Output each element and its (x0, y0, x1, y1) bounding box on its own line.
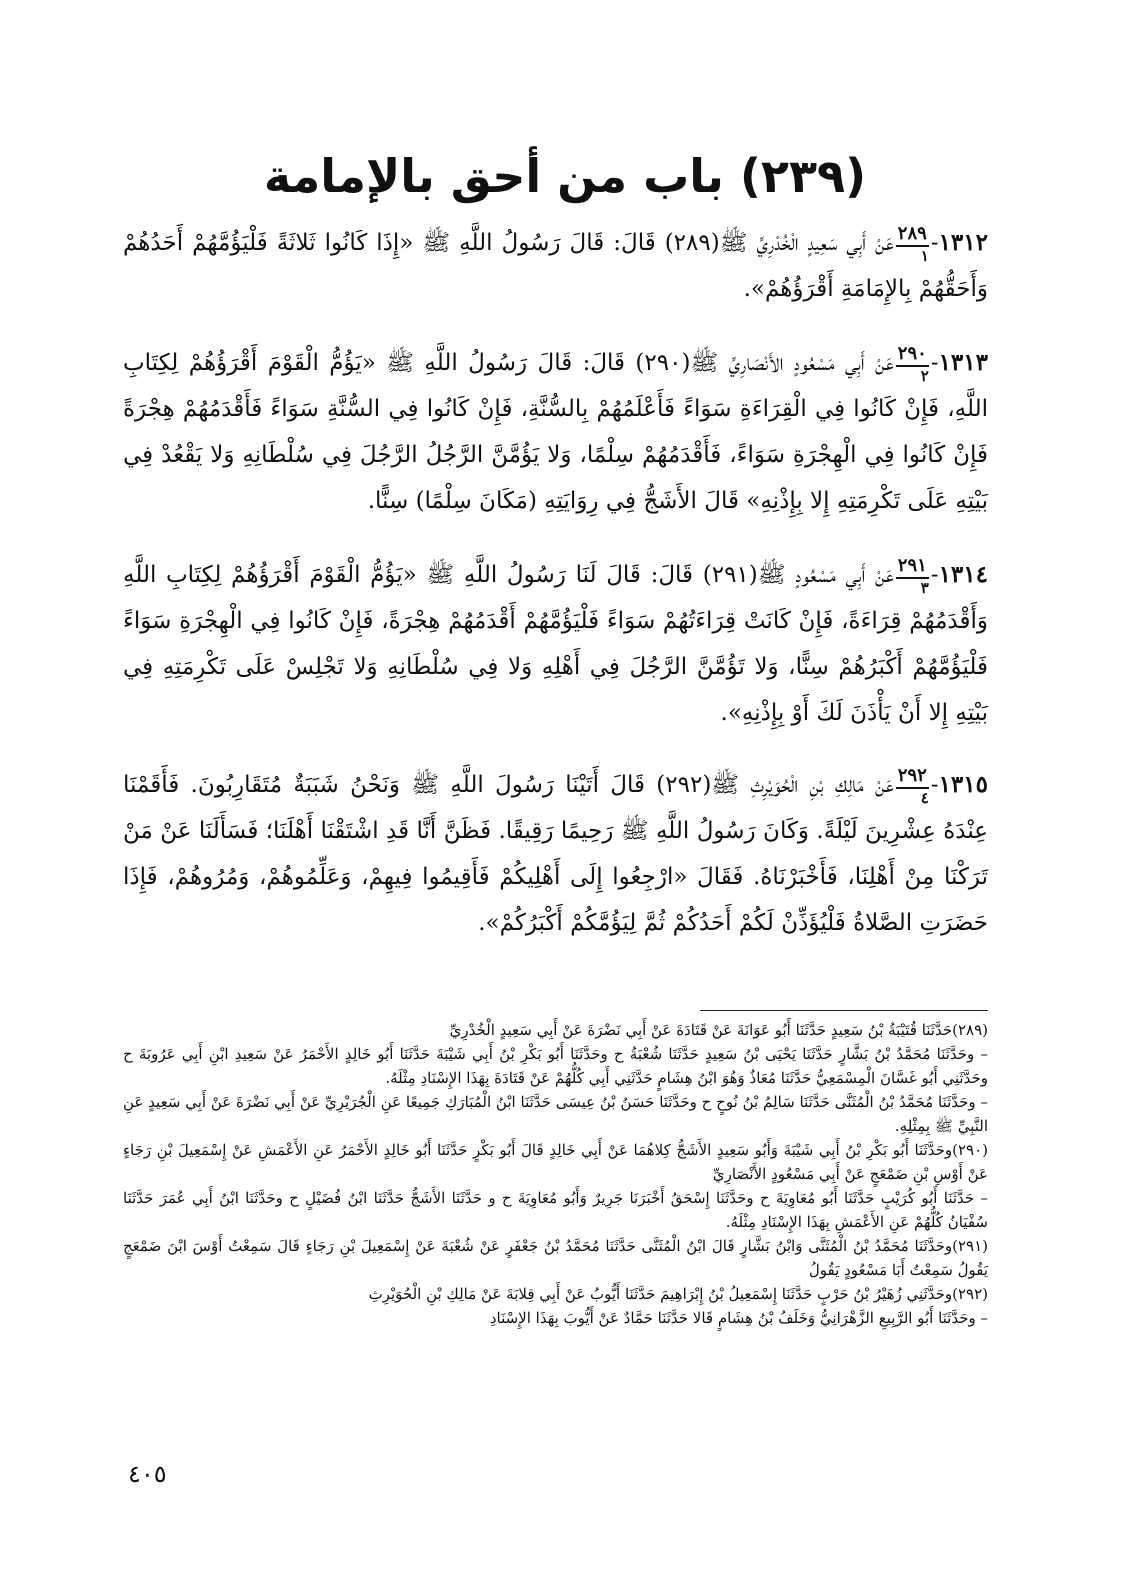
hadith-text: عَنْ أَبِي مَسْعُودٍ الأَنْصَارِيِّ ﷺ(٢٩٠) قَالَ: قَالَ رَسُولُ اللَّهِ ﷺ «يَؤُمُّ الْقَوْمَ أَقْرَؤُهُمْ لِكِتَابِ اللَّهِ، فَإِنْ كَانُوا فِي الْقِرَاءَةِ سَوَاءً فَأَعْلَمُهُمْ بِالسُّنَّةِ، فَإِنْ كَانُوا فِي السُّنَّةِ سَوَاءً فَأَقْدَمُهُمْ هِجْرَةً فَإِنْ كَانُوا فِي الْهِجْرَةِ سَوَاءً، فَأَقْدَمُهُمْ سِلْمًا، وَلا يَؤُمَّنَّ الرَّجُلُ الرَّجُلَ فِي سُلْطَانِهِ وَلا يَقْعُدْ فِي بَيْتِهِ عَلَى تَكْرِمَتِهِ إِلا بِإِذْنِهِ» قَالَ الأَشَجُّ فِي رِوَايَتِهِ (مَكَانَ سِلْمًا) سِنًّا. (123, 350, 989, 514)
hadith-text: عَنْ مَالِكِ بْنِ الْحُوَيْرِثِ ﷺ(٢٩٢) قَالَ أَتَيْنَا رَسُولَ اللَّهِ ﷺ وَنَحْنُ شَبَبَةٌ مُتَقَارِبُونَ. فَأَقَمْنَا عِنْدَهُ عِشْرِينَ لَيْلَةً. وَكَانَ رَسُولُ اللَّهِ ﷺ رَحِيمًا رَقِيقًا. فَظَنَّ أَنَّا قَدِ اشْتَقْنَا أَهْلَنَا؛ فَسَأَلَنَا عَنْ مَنْ تَرَكْنَا مِنْ أَهْلِنَا، فَأَخْبَرْنَاهُ. فَقَالَ «ارْجِعُوا إِلَى أَهْلِيكُمْ فَأَقِيمُوا فِيهِمْ، وَعَلِّمُوهُمْ، وَمُرُوهُمْ، فَإِذَا حَضَرَتِ الصَّلاةُ فَلْيُؤَذِّنْ لَكُمْ أَحَدُكُمْ ثُمَّ لِيَؤُمَّكُمْ أَكْبَرُكُمْ». (123, 772, 988, 936)
footnote-290: (٢٩٠)وحَدَّثَنَا أَبُو بَكْرِ بْنُ أَبِي شَيْبَةَ وَأَبُو سَعِيدٍ الأَشَجُّ كِلاهُمَا عَنْ أَبِي خَالِدٍ قَالَ أَبُو بَكْرٍ حَدَّثَنَا أَبُو خَالِدٍ الأَحْمَرُ عَنِ الأَعْمَشِ عَنْ إِسْمَعِيلَ بْنِ رَجَاءٍ عَنْ أَوْسِ بْنِ ضَمْعَجٍ عَنْ أَبِي مَسْعُودٍ الأَنْصَارِيِّ (123, 1141, 988, 1183)
footnote-289: (٢٨٩)حَدَّثَنَا قُتَيْبَةُ بْنُ سَعِيدٍ حَدَّثَنَا أَبُو عَوَانَةَ عَنْ قَتَادَةَ عَنْ أَبِي نَضْرَةَ عَنْ أَبِي سَعِيدٍ الْخُدْرِيِّ (449, 1021, 988, 1039)
hadith-1312: ١٣١٢- $\frac{٢٨٩}{١}$ عَنْ أَبِي سَعِيدٍ الْخُدْرِيِّ ﷺ(٢٨٩) قَالَ: قَالَ رَسُولُ اللَّهِ ﷺ «إِذَا كَانُوا ثَلاثَةً فَلْيَؤُمَّهُمْ أَحَدُهُمْ وَأَحَقُّهُمْ بِالإِمَامَةِ أَقْرَؤُهُمْ». (123, 222, 988, 302)
hadith-text: عَنْ أَبِي سَعِيدٍ الْخُدْرِيِّ ﷺ(٢٨٩) قَالَ: قَالَ رَسُولُ اللَّهِ ﷺ «إِذَا كَانُوا ثَلاثَةً فَلْيَؤُمَّهُمْ أَحَدُهُمْ وَأَحَقُّهُمْ بِالإِمَامَةِ أَقْرَؤُهُمْ». (123, 230, 988, 302)
footnote-divider (700, 1010, 988, 1011)
hadith-number: ١٣١٣ (938, 349, 988, 376)
footnote-289-chain-2: – وحَدَّثَنَا مُحَمَّدُ بْنُ بَشَّارٍ حَدَّثَنَا يَحْيَى بْنُ سَعِيدٍ حَدَّثَنَا شُعْبَةُ ح وحَدَّثَنَا أَبُو بَكْرِ بْنُ أَبِي شَيْبَةَ حَدَّثَنَا أَبُو خَالِدٍ الأَحْمَرُ عَنْ سَعِيدِ ابْنِ أَبِي عَرُوبَةَ ح وحَدَّثَنِي أَبُو غَسَّانَ الْمِسْمَعِيُّ حَدَّثَنَا مُعَاذٌ وَهُوَ ابْنُ هِشَامٍ حَدَّثَنِي أَبِي كُلُّهُمْ عَنْ قَتَادَةَ بِهَذَا الإِسْنَادِ مِثْلَهُ. (123, 1045, 988, 1087)
hadith-number: ١٣١٢ (938, 229, 988, 256)
hadith-fraction: $\frac{٢٨٩}{١}$ (897, 222, 929, 265)
footnote-290-chain-2: – حَدَّثَنَا أَبُو كُرَيْبٍ حَدَّثَنَا أَبُو مُعَاوِيَةَ ح وحَدَّثَنَا إِسْحَقُ أَخْبَرَنَا جَرِيرٌ وَأَبُو مُعَاوِيَةَ ح و حَدَّثَنَا الأَشَجُّ حَدَّثَنَا ابْنُ فُضَيْلٍ ح وحَدَّثَنَا ابْنُ أَبِي عُمَرَ حَدَّثَنَا سُفْيَانُ كُلُّهُمْ عَنِ الأَعْمَشِ بِهَذَا الإِسْنَادِ مِثْلَهُ. (123, 1189, 988, 1231)
footnote-289-chain-3: – وحَدَّثَنَا مُحَمَّدُ بْنُ الْمُثَنَّى حَدَّثَنَا سَالِمُ بْنُ نُوحٍ ح وحَدَّثَنَا حَسَنُ بْنُ عِيسَى حَدَّثَنَا ابْنُ الْمُبَارَكِ جَمِيعًا عَنِ الْجُرَيْرِيِّ عَنْ أَبِي نَضْرَةَ عَنْ أَبِي سَعِيدٍ عَنِ النَّبِيِّ ﷺ بِمِثْلِهِ. (123, 1093, 988, 1135)
footnotes (123, 1018, 988, 1330)
hadith-fraction: $\frac{٢٩٠}{٢}$ (897, 342, 929, 385)
hadith-number: ١٣١٤ (938, 561, 988, 588)
hadith-number: ١٣١٥ (938, 771, 988, 798)
footnote-291: (٢٩١)وحَدَّثَنَا مُحَمَّدُ بْنُ الْمُثَنَّى وَابْنُ بَشَّارٍ قَالَ ابْنُ الْمُثَنَّى حَدَّثَنَا مُحَمَّدُ بْنُ جَعْفَرٍ عَنْ شُعْبَةَ عَنْ إِسْمَعِيلَ بْنِ رَجَاءٍ قَالَ سَمِعْتُ أَوْسَ ابْنَ ضَمْعَجٍ يَقُولُ سَمِعْتُ أَبَا مَسْعُودٍ يَقُولُ (123, 1237, 988, 1279)
page-number: ٤٠٥ (128, 1460, 167, 1488)
hadith-fraction: $\frac{٢٩٢}{٤}$ (897, 764, 929, 807)
hadith-1313: ١٣١٣- $\frac{٢٩٠}{٢}$ عَنْ أَبِي مَسْعُودٍ الأَنْصَارِيِّ ﷺ(٢٩٠) قَالَ: قَالَ رَسُولُ اللَّهِ ﷺ «يَؤُمُّ الْقَوْمَ أَقْرَؤُهُمْ لِكِتَابِ اللَّهِ، فَإِنْ كَانُوا فِي الْقِرَاءَةِ سَوَاءً فَأَعْلَمُهُمْ بِالسُّنَّةِ، فَإِنْ كَانُوا فِي السُّنَّةِ سَوَاءً فَأَقْدَمُهُمْ هِجْرَةً فَإِنْ كَانُوا فِي الْهِجْرَةِ سَوَاءً، فَأَقْدَمُهُمْ سِلْمًا، وَلا يَؤُمَّنَّ الرَّجُلُ الرَّجُلَ فِي سُلْطَانِهِ وَلا يَقْعُدْ فِي بَيْتِهِ عَلَى تَكْرِمَتِهِ إِلا بِإِذْنِهِ» قَالَ الأَشَجُّ فِي رِوَايَتِهِ (مَكَانَ سِلْمًا) سِنًّا. (123, 342, 989, 514)
chapter-title: (٢٣٩) باب من أحق بالإمامة (263, 148, 867, 203)
hadith-1314: ١٣١٤- $\frac{٢٩١}{٣}$ عَنْ أَبِي مَسْعُودٍ ﷺ(٢٩١) قَالَ: قَالَ لَنَا رَسُولُ اللَّهِ ﷺ «يَؤُمُّ الْقَوْمَ أَقْرَؤُهُمْ لِكِتَابِ اللَّهِ وَأَقْدَمُهُمْ قِرَاءَةً، فَإِنْ كَانَتْ قِرَاءَتُهُمْ سَوَاءً فَلْيَؤُمَّهُمْ أَقْدَمُهُمْ هِجْرَةً، فَإِنْ كَانُوا فِي الْهِجْرَةِ سَوَاءً فَلْيَؤُمَّهُمْ أَكْبَرُهُمْ سِنًّا، وَلا تَؤُمَّنَّ الرَّجُلَ فِي أَهْلِهِ وَلا فِي سُلْطَانِهِ وَلا تَجْلِسْ عَلَى تَكْرِمَتِهِ فِي بَيْتِهِ إِلا أَنْ يَأْذَنَ لَكَ أَوْ بِإِذْنِهِ». (123, 554, 988, 726)
hadith-1315: ١٣١٥- $\frac{٢٩٢}{٤}$ عَنْ مَالِكِ بْنِ الْحُوَيْرِثِ ﷺ(٢٩٢) قَالَ أَتَيْنَا رَسُولَ اللَّهِ ﷺ وَنَحْنُ شَبَبَةٌ مُتَقَارِبُونَ. فَأَقَمْنَا عِنْدَهُ عِشْرِينَ لَيْلَةً. وَكَانَ رَسُولُ اللَّهِ ﷺ رَحِيمًا رَقِيقًا. فَظَنَّ أَنَّا قَدِ اشْتَقْنَا أَهْلَنَا؛ فَسَأَلَنَا عَنْ مَنْ تَرَكْنَا مِنْ أَهْلِنَا، فَأَخْبَرْنَاهُ. فَقَالَ «ارْجِعُوا إِلَى أَهْلِيكُمْ فَأَقِيمُوا فِيهِمْ، وَعَلِّمُوهُمْ، وَمُرُوهُمْ، فَإِذَا حَضَرَتِ الصَّلاةُ فَلْيُؤَذِّنْ لَكُمْ أَحَدُكُمْ ثُمَّ لِيَؤُمَّكُمْ أَكْبَرُكُمْ». (123, 764, 988, 936)
footnote-292-chain-2: – وحَدَّثَنَا أَبُو الرَّبِيعِ الزَّهْرَانِيُّ وَخَلَفُ بْنُ هِشَامٍ قَالا حَدَّثَنَا حَمَّادٌ عَنْ أَيُّوبَ بِهَذَا الإِسْنَادِ (489, 1309, 988, 1327)
hadith-fraction: $\frac{٢٩١}{٣}$ (897, 554, 929, 597)
footnote-292: (٢٩٢)وحَدَّثَنِي زُهَيْرُ بْنُ حَرْبٍ حَدَّثَنَا إِسْمَعِيلُ بْنُ إِبْرَاهِيمَ حَدَّثَنَا أَيُّوبُ عَنْ أَبِي قِلابَةَ عَنْ مَالِكِ بْنِ الْحُوَيْرِثِ (368, 1285, 988, 1303)
hadith-text: عَنْ أَبِي مَسْعُودٍ ﷺ(٢٩١) قَالَ: قَالَ لَنَا رَسُولُ اللَّهِ ﷺ «يَؤُمُّ الْقَوْمَ أَقْرَؤُهُمْ لِكِتَابِ اللَّهِ وَأَقْدَمُهُمْ قِرَاءَةً، فَإِنْ كَانَتْ قِرَاءَتُهُمْ سَوَاءً فَلْيَؤُمَّهُمْ أَقْدَمُهُمْ هِجْرَةً، فَإِنْ كَانُوا فِي الْهِجْرَةِ سَوَاءً فَلْيَؤُمَّهُمْ أَكْبَرُهُمْ سِنًّا، وَلا تَؤُمَّنَّ الرَّجُلَ فِي أَهْلِهِ وَلا فِي سُلْطَانِهِ وَلا تَجْلِسْ عَلَى تَكْرِمَتِهِ فِي بَيْتِهِ إِلا أَنْ يَأْذَنَ لَكَ أَوْ بِإِذْنِهِ». (123, 562, 988, 726)
